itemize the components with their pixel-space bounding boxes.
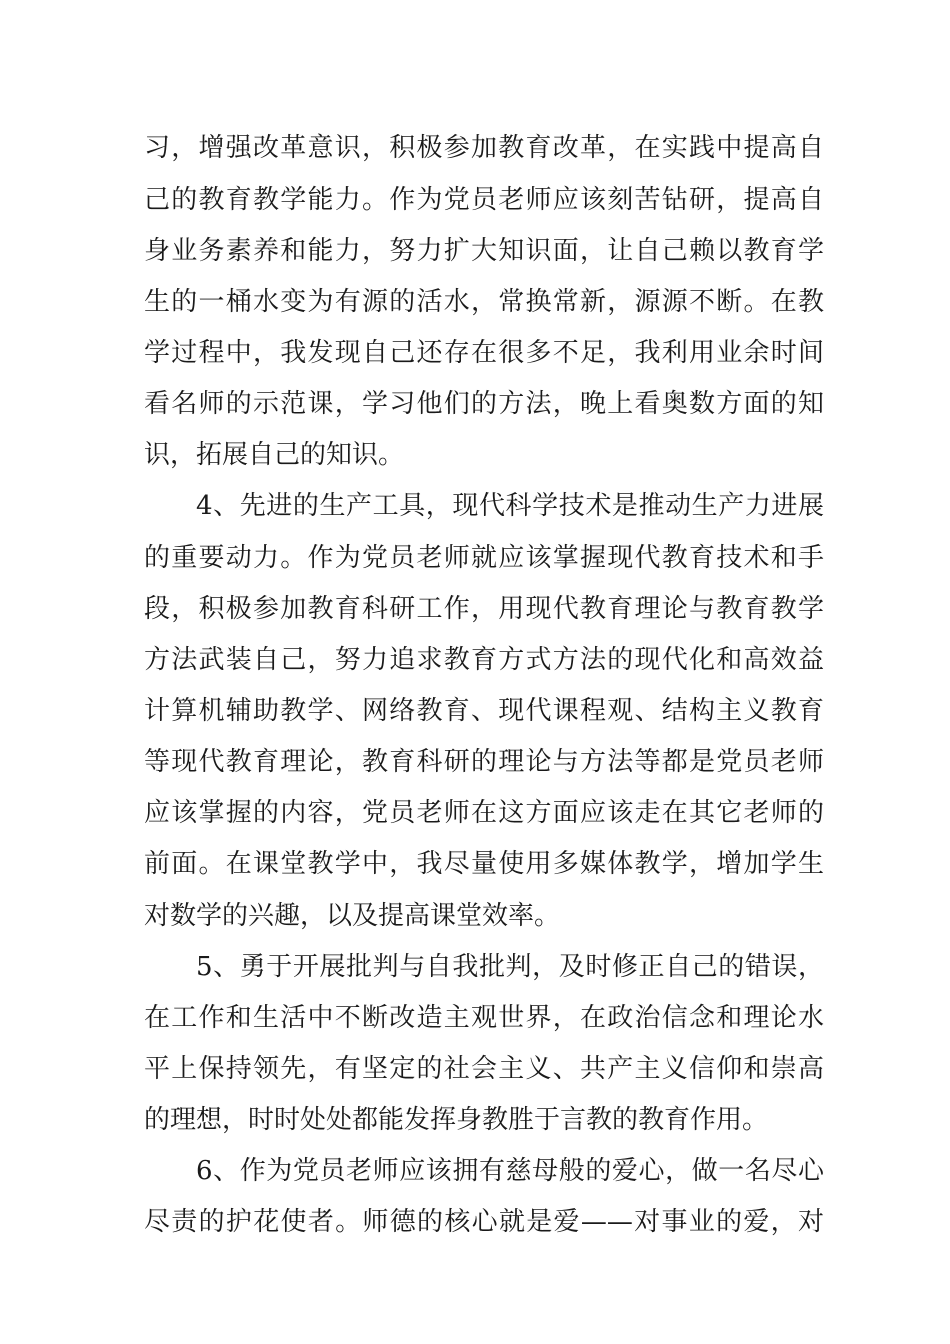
- text-line: 尽责的护花使者。师德的核心就是爱——对事业的爱，对: [144, 1207, 824, 1237]
- text-line: 生的一桶水变为有源的活水，常换常新，源源不断。在教: [144, 287, 824, 317]
- paragraph-4-first-line: 4、先进的生产工具，现代科学技术是推动生产力进展: [196, 491, 824, 521]
- paragraph-5-first-line: 5、勇于开展批判与自我批判，及时修正自己的错误，: [196, 952, 824, 982]
- text-line: 己的教育教学能力。作为党员老师应该刻苦钻研，提高自: [144, 185, 824, 215]
- text-line: 方法武装自己，努力追求教育方式方法的现代化和高效益: [144, 645, 824, 675]
- text-line: 平上保持领先，有坚定的社会主义、共产主义信仰和崇高: [144, 1054, 824, 1084]
- paragraph-6-first-line: 6、作为党员老师应该拥有慈母般的爱心，做一名尽心: [196, 1156, 824, 1186]
- text-line: 在工作和生活中不断改造主观世界，在政治信念和理论水: [144, 1003, 824, 1033]
- text-line: 看名师的示范课，学习他们的方法，晚上看奥数方面的知: [144, 389, 824, 419]
- text-line: 的重要动力。作为党员老师就应该掌握现代教育技术和手: [144, 543, 824, 573]
- text-line: 的理想，时时处处都能发挥身教胜于言教的教育作用。: [144, 1105, 769, 1135]
- text-line: 等现代教育理论，教育科研的理论与方法等都是党员老师: [144, 747, 824, 777]
- text-line: 习，增强改革意识，积极参加教育改革，在实践中提高自: [144, 133, 824, 163]
- text-line: 识，拓展自己的知识。: [144, 440, 405, 470]
- text-line: 前面。在课堂教学中，我尽量使用多媒体教学，增加学生: [144, 849, 824, 879]
- text-line: 段，积极参加教育科研工作，用现代教育理论与教育教学: [144, 594, 824, 624]
- text-line: 学过程中，我发现自己还存在很多不足，我利用业余时间: [144, 338, 824, 368]
- text-line: 应该掌握的内容，党员老师在这方面应该走在其它老师的: [144, 798, 824, 828]
- text-line: 计算机辅助教学、网络教育、现代课程观、结构主义教育: [144, 696, 824, 726]
- text-line: 身业务素养和能力，努力扩大知识面，让自己赖以教育学: [144, 236, 824, 266]
- text-line: 对数学的兴趣，以及提高课堂效率。: [144, 901, 561, 931]
